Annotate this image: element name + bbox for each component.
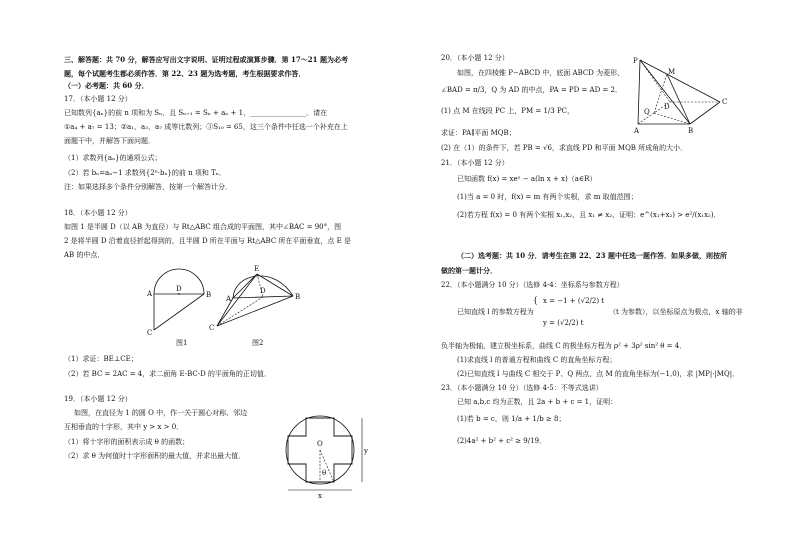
q22-part2: (2)已知直线 l 与曲线 C 相交于 P、Q 两点，点 M 的直角坐标为(−1,0)，求 |MP|·|MQ|． [457, 370, 740, 378]
edge-pd [640, 60, 670, 102]
label-a: A [147, 290, 153, 298]
q23-text: 已知 a,b,c 均为正数，且 2a + b + c = 1，证明： [457, 398, 618, 406]
label-d: D [176, 285, 182, 293]
q20-text: 如图，在四棱锥 P−ABCD 中，底面 ABCD 为菱形， [457, 69, 625, 77]
brace-icon: { [533, 296, 539, 305]
q18-part1: （1）求证：BE⊥CE； [64, 355, 138, 363]
q23-part2: (2)4a² + b² + c² ≥ 9/19． [457, 437, 547, 445]
q20-text: ∠BAD = π/3，Q 为 AD 的中点，PA = PD = AD = 2． [441, 86, 622, 94]
required-section-heading: （一）必考题：共 60 分． [64, 81, 149, 90]
label-c: C [209, 324, 215, 332]
segment-ea [233, 274, 257, 298]
q22-text: （t 为参数），以坐标原点为极点，x 轴的非 [609, 308, 743, 316]
label-e: E [254, 265, 260, 273]
q20-part2: (2) 在（1）的条件下，若 PB = √6，求直线 PD 和平面 MQB 所成角的大小． [441, 144, 688, 152]
q23-heading: 23．（本小题满分 10 分）（选修 4-5：不等式选讲） [441, 384, 603, 392]
q20-part1-cont: 求证：PA∥平面 MQB； [441, 129, 516, 137]
label-b: B [295, 293, 300, 301]
q17-part1: （1）求数列{aₙ}的通项公式； [64, 154, 162, 162]
segment-qb [654, 113, 690, 124]
q22-text: 负半轴为极轴，建立极坐标系，曲线 C 的极坐标方程为 ρ² + 3ρ² sin² θ = 4． [441, 342, 687, 350]
label-p: P [633, 57, 638, 65]
q22-text: 已知直线 l 的参数方程为 [457, 308, 534, 316]
q18-text: 2 是将半圆 D 沿着直径折起得到的，且半圆 D 所在平面与 Rt△ABC 所在平面垂直，点 E 是 [64, 237, 351, 245]
q20-figure [630, 54, 740, 136]
radius-line [320, 450, 334, 482]
segment-bc [154, 294, 204, 330]
figure-2-caption: 图2 [252, 339, 264, 347]
q19-text: 互相垂直的十字形，其中 y > x > 0． [64, 423, 184, 431]
q22-heading: 22．（本小题满分 10 分）（选修 4-4：坐标系与参数方程） [441, 281, 624, 289]
q20-part1: (1) 点 M 在线段 PC 上，PM = 1/3 PC， [441, 107, 575, 115]
q17-text: 已知数列{aₙ}的前 n 项和为 Sₙ，且 Sₙ₊₁ = Sₙ + aₙ + 1，________________．请在 [64, 109, 328, 117]
edge-pc [640, 60, 720, 102]
figure-1-caption: 图1 [176, 339, 188, 347]
label-d: D [664, 103, 670, 111]
label-q: Q [644, 108, 650, 116]
q22-part1: (1)求直线 l 的普通方程和曲线 C 的直角坐标方程； [457, 356, 617, 364]
label-d: D [260, 287, 266, 295]
q18-text: AB 的中点． [64, 251, 105, 259]
section-3-intro: 三、解答题：共 70 分，解答应写出文字说明、证明过程或演算步骤．第 17～21 题为必考 [64, 55, 348, 64]
label-a: A [226, 295, 232, 303]
label-m: M [668, 68, 676, 76]
segment-cd [217, 297, 263, 326]
label-theta: θ [322, 469, 327, 477]
q19-text: 如图，在直径为 1 的圆 O 中，作一关于圆心对称、邻边 [74, 409, 248, 417]
q23-part1: (1)若 b = c，则 1/a + 1/b ≥ 8； [457, 415, 566, 423]
q21-part1: (1)当 a = 0 时，f(x) = m 有两个实根，求 m 取值范围； [457, 193, 638, 201]
label-b: B [688, 127, 694, 135]
q18-heading: 18．（本小题 12 分） [64, 209, 132, 217]
q21-part2: (2)若方程 f(x) = 0 有两个实根 x₁,x₂，且 x₁ ≠ x₂，证明：e^(x₁+x₂) > e²/(x₁x₂)． [457, 211, 721, 219]
q17-note: 注：如果选择多个条件分别解答，按第一个解答计分． [64, 183, 232, 191]
label-a: A [634, 127, 640, 135]
label-c: C [722, 98, 728, 106]
q17-text: 面题干中，并解答下面问题． [64, 137, 155, 145]
q19-part2: （2）求 θ 为何值时十字形面积的最大值，并求出最大值． [64, 452, 246, 460]
q18-text: 如图 1 是半圆 D（以 AB 为直径）与 Rt△ABC 组合成的平面图，其中∠BAC = 90°，图 [64, 223, 342, 231]
elective-section-heading: （二）选考题：共 10 分．请考生在第 22、23 题中任选一题作答．如果多做，则按所 [457, 251, 727, 260]
label-o: O [317, 440, 323, 448]
q18-figure-2 [205, 262, 300, 342]
q21-heading: 21．（本小题 12 分） [441, 159, 509, 167]
label-x: x [318, 492, 322, 500]
elective-section-heading-cont: 做的第一题计分． [441, 266, 497, 275]
q22-equation-y: y = (√2/2) t [543, 319, 584, 327]
section-3-intro-cont: 题，每个试题考生都必须作答．第 22、23 题为选考题，考生根据要求作答． [64, 69, 306, 78]
center-d [178, 293, 180, 295]
label-y: y [364, 447, 368, 455]
q17-text: ①a₄ + a₇ = 13；②a₁，a₃，a₇ 成等比数列；③S₁₀ = 65，这三个条件中任选一个补充在上 [64, 123, 348, 131]
edge-bc [690, 102, 720, 124]
q22-equation-x: x = −1 + (√2/2) t [543, 297, 605, 305]
label-b: B [206, 291, 212, 299]
q17-part2: （2）若 bₙ=aₙ−1 求数列{2ⁿ·bₙ}的前 n 项和 Tₙ． [64, 169, 226, 177]
q20-heading: 20．（本小题 12 分） [441, 54, 509, 62]
q18-part2: （2）若 BC = 2AC = 4，求二面角 E-BC-D 的平面角的正切值． [64, 370, 271, 378]
q19-part1: （1）将十字形的面积表示成 θ 的函数； [64, 438, 190, 446]
q17-heading: 17．（本小题 12 分） [64, 95, 132, 103]
right-page [397, 0, 794, 550]
label-c: C [147, 329, 153, 337]
edge-pa [638, 60, 640, 124]
q19-heading: 19．（本小题 12 分） [64, 395, 132, 403]
q21-text: 已知函数 f(x) = xeˣ − a(ln x + x)（a∈R） [457, 175, 597, 183]
q19-figure [280, 410, 375, 500]
